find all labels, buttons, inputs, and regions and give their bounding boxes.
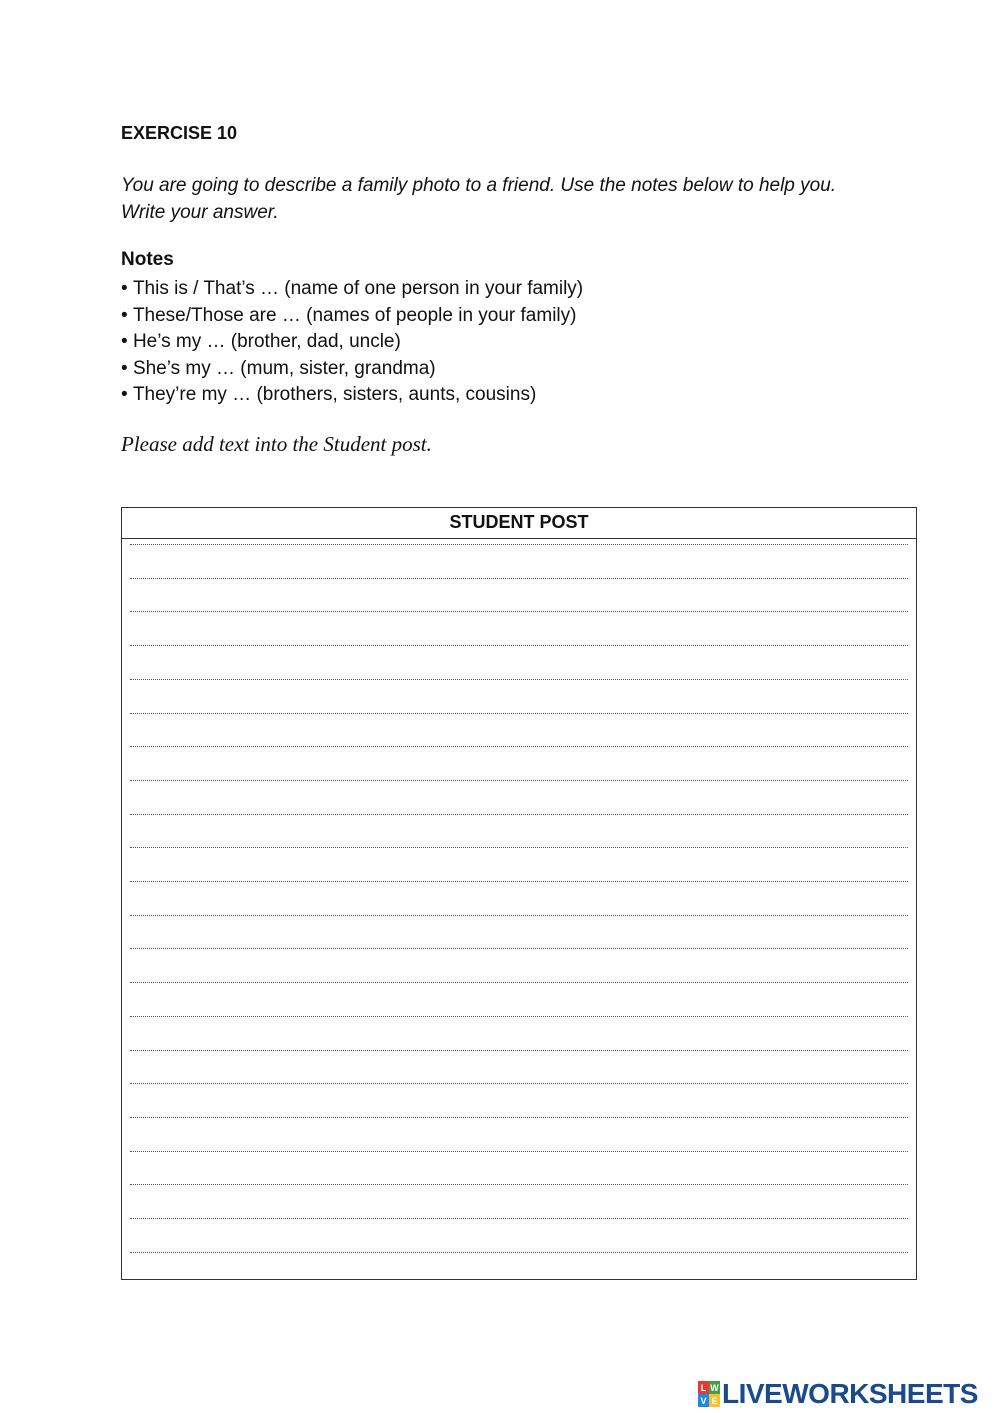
instruction-line: You are going to describe a family photo to a friend. Use the notes below to help you. bbox=[121, 175, 837, 196]
note-item: • This is / That’s … (name of one person in your family) bbox=[121, 276, 583, 303]
writing-line bbox=[130, 1184, 908, 1185]
liveworksheets-logo-text: LIVEWORKSHEETS bbox=[722, 1378, 978, 1409]
exercise-title: EXERCISE 10 bbox=[121, 123, 238, 143]
writing-line bbox=[130, 1083, 908, 1084]
writing-line bbox=[130, 915, 908, 916]
writing-line bbox=[130, 713, 908, 714]
logo-mark-letter: V bbox=[698, 1394, 709, 1407]
writing-line bbox=[130, 881, 908, 882]
student-post-header: STUDENT POST bbox=[122, 508, 916, 539]
note-item: • These/Those are … (names of people in your family) bbox=[121, 303, 583, 330]
writing-line bbox=[130, 578, 908, 579]
writing-line bbox=[130, 1252, 908, 1253]
writing-line bbox=[130, 611, 908, 612]
instruction-line: Write your answer. bbox=[121, 202, 279, 223]
writing-line bbox=[130, 982, 908, 983]
writing-line bbox=[130, 1050, 908, 1051]
writing-line bbox=[130, 1151, 908, 1152]
writing-line bbox=[130, 780, 908, 781]
add-text-prompt: Please add text into the Student post. bbox=[121, 432, 432, 456]
note-item: • She’s my … (mum, sister, grandma) bbox=[121, 356, 583, 383]
instructions bbox=[121, 172, 921, 226]
logo-mark-letter: E bbox=[709, 1394, 720, 1407]
liveworksheets-logo-mark bbox=[698, 1381, 720, 1407]
writing-line bbox=[130, 1117, 908, 1118]
logo-mark-letter: L bbox=[698, 1381, 709, 1394]
writing-line bbox=[130, 1218, 908, 1219]
note-item: • He’s my … (brother, dad, uncle) bbox=[121, 329, 583, 356]
notes-heading: Notes bbox=[121, 249, 174, 270]
note-item: • They’re my … (brothers, sisters, aunts, cousins) bbox=[121, 382, 583, 409]
notes-list bbox=[121, 276, 583, 409]
writing-line bbox=[130, 814, 908, 815]
writing-line bbox=[130, 1016, 908, 1017]
writing-line bbox=[130, 544, 908, 545]
writing-line bbox=[130, 847, 908, 848]
student-post-box bbox=[121, 507, 917, 1280]
liveworksheets-logo bbox=[698, 1378, 978, 1410]
writing-line bbox=[130, 746, 908, 747]
writing-line bbox=[130, 679, 908, 680]
writing-line bbox=[130, 645, 908, 646]
logo-mark-letter: W bbox=[710, 1382, 719, 1393]
writing-line bbox=[130, 948, 908, 949]
student-post-text-area[interactable] bbox=[130, 544, 908, 1259]
